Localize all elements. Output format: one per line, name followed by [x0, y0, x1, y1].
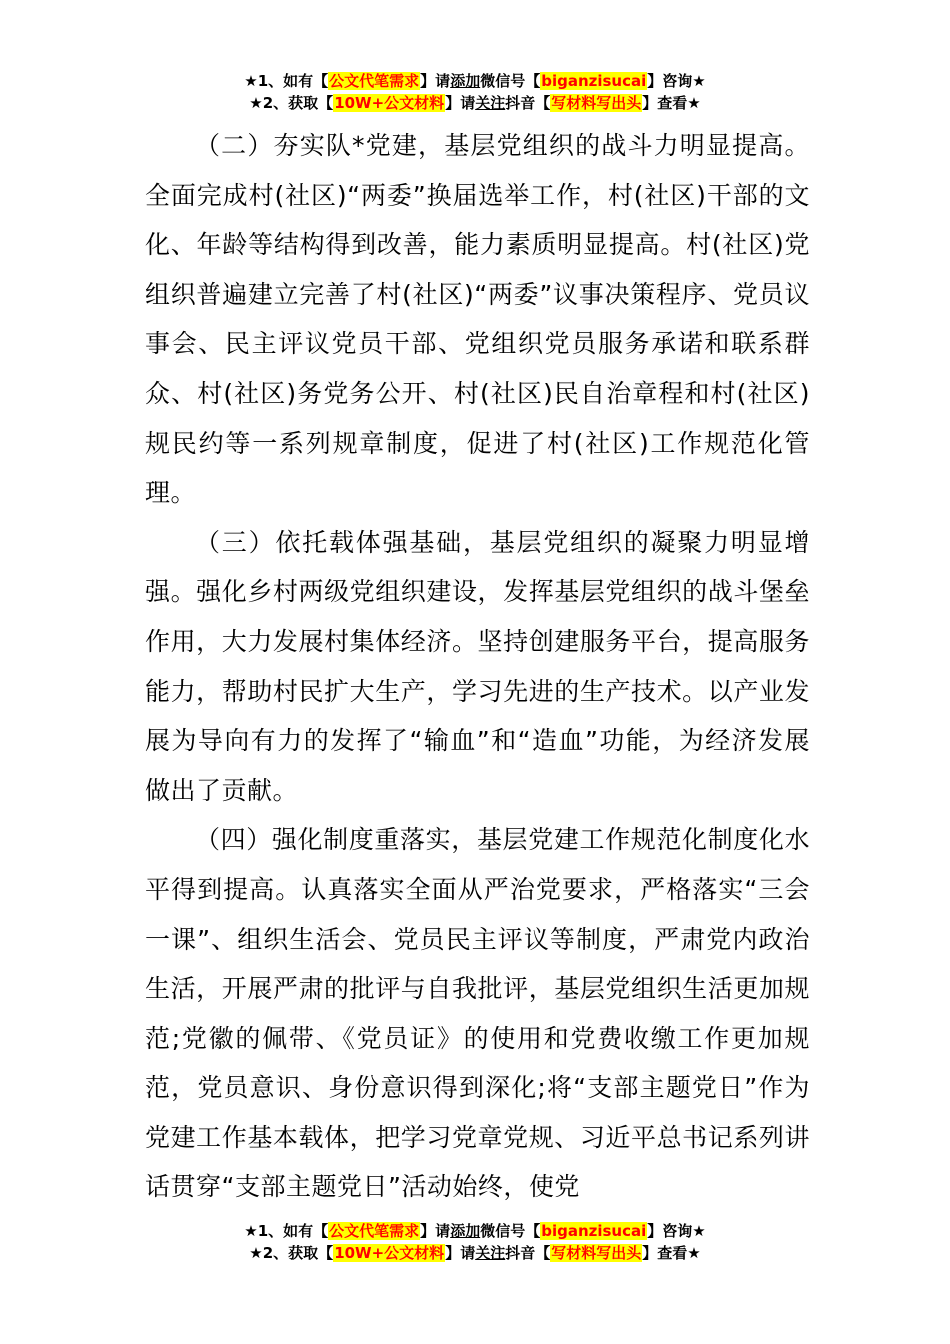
paragraph-section-2: （二）夯实队*党建，基层党组织的战斗力明显提高。全面完成村(社区)“两委”换届选举工作，村(社区)干部的文化、年龄等结构得到改善，能力素质明显提高。村(社区)党组织普遍建立完善了村(社区)“两委”议事决策程序、党员议事会、民主评议党员干部、党组织党员服务承诺和联系群众、村(社区)务党务公开、村(社区)民自治章程和村(社区)规民约等一系列规章制度，促进了村(社区)工作规范化管理。: [145, 131, 810, 508]
highlight-text: 公文代笔需求: [329, 1222, 420, 1240]
paragraph-section-3: （三）依托载体强基础，基层党组织的凝聚力明显增强。强化乡村两级党组织建设，发挥基层党组织的战斗堡垒作用，大力发展村集体经济。坚持创建服务平台，提高服务能力，帮助村民扩大生产，学习先进的生产技术。以产业发展为导向有力的发挥了“输血”和“造血”功能，为经济发展做出了贡献。: [145, 527, 810, 805]
banner-line-1: [0, 70, 950, 92]
banner-text: 】请: [445, 1244, 476, 1262]
banner-text: ★1、如有【: [244, 1222, 329, 1240]
banner-text: 】请: [445, 94, 476, 112]
banner-text: ★2、获取【: [249, 94, 334, 112]
banner-text: 】咨询★: [647, 72, 706, 90]
banner-text: 抖音【: [505, 1244, 551, 1262]
highlight-text: 写材料写出头: [551, 94, 642, 112]
highlight-text: biganzisucai: [541, 1222, 647, 1240]
banner-text: 】请: [420, 1222, 451, 1240]
banner-text: 】查看★: [642, 94, 701, 112]
banner-text: ★1、如有【: [244, 72, 329, 90]
banner-text: 微信号【: [480, 72, 541, 90]
banner-text: 】咨询★: [647, 1222, 706, 1240]
highlight-text: 10W+公文材料: [334, 94, 445, 112]
underlined-text: 添加: [450, 72, 481, 90]
footer-banner: [0, 1220, 950, 1264]
document-body: [145, 121, 810, 1212]
highlight-text: 写材料写出头: [551, 1244, 642, 1262]
banner-text: 】请: [420, 72, 451, 90]
banner-text: 抖音【: [505, 94, 551, 112]
highlight-text: 公文代笔需求: [329, 72, 420, 90]
banner-line-2: [0, 1242, 950, 1264]
header-banner: [0, 70, 950, 114]
banner-text: ★2、获取【: [249, 1244, 334, 1262]
banner-text: 微信号【: [480, 1222, 541, 1240]
highlight-text: biganzisucai: [541, 72, 647, 90]
underlined-text: 添加: [450, 1222, 481, 1240]
banner-text: 】查看★: [642, 1244, 701, 1262]
banner-line-1: [0, 1220, 950, 1242]
underlined-text: 关注: [475, 94, 506, 112]
banner-line-2: [0, 92, 950, 114]
underlined-text: 关注: [475, 1244, 506, 1262]
paragraph-section-4: （四）强化制度重落实，基层党建工作规范化制度化水平得到提高。认真落实全面从严治党要求，严格落实“三会一课”、组织生活会、党员民主评议等制度，严肃党内政治生活，开展严肃的批评与自我批评，基层党组织生活更加规范;党徽的佩带、《党员证》的使用和党费收缴工作更加规范，党员意识、身份意识得到深化;将“支部主题党日”作为党建工作基本载体，把学习党章党规、习近平总书记系列讲话贯穿“支部主题党日”活动始终，使党: [145, 825, 810, 1202]
highlight-text: 10W+公文材料: [334, 1244, 445, 1262]
